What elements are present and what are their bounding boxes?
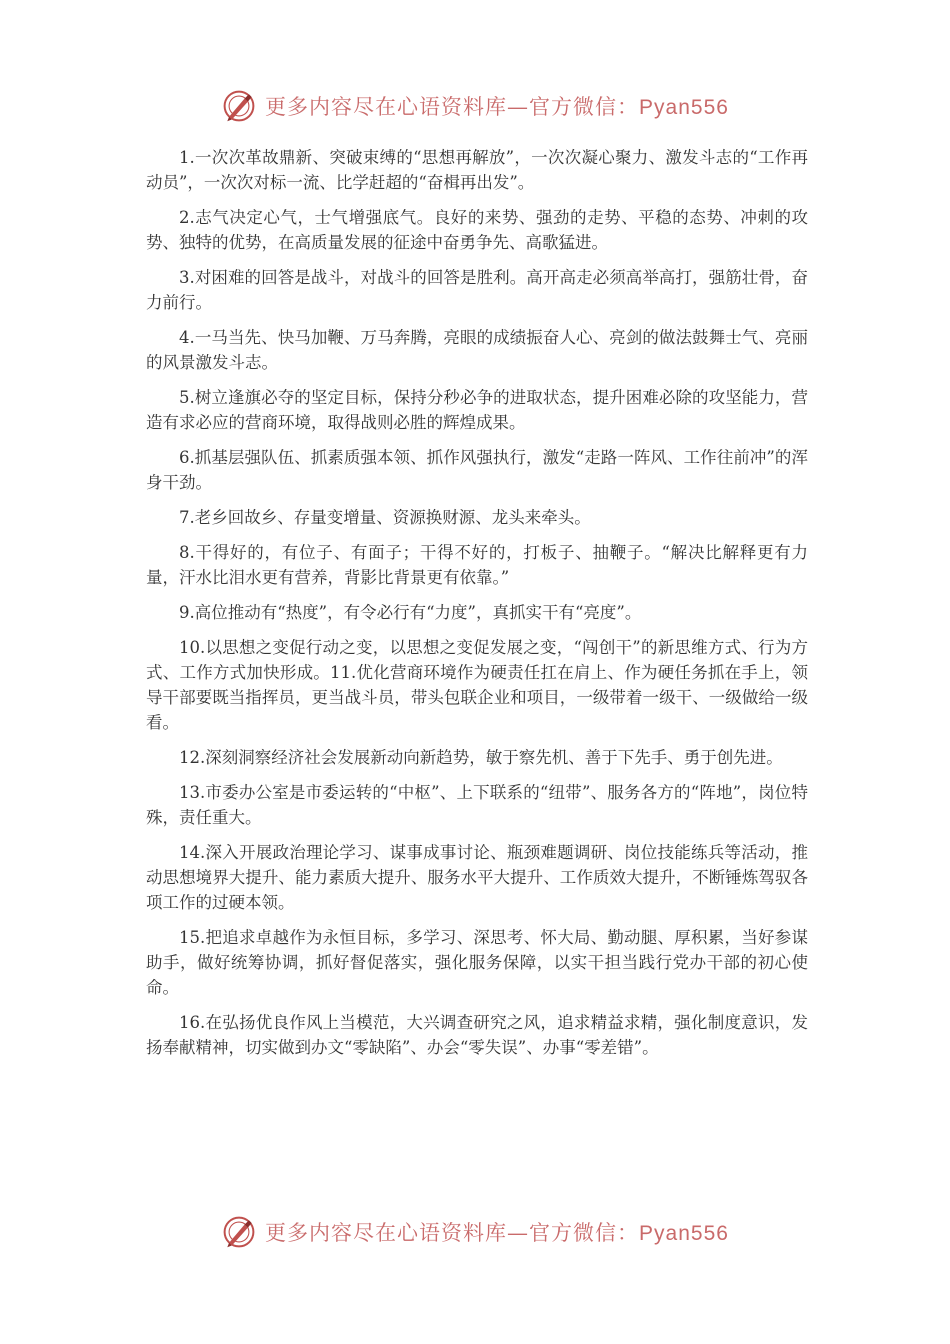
paragraph-15: 15.把追求卓越作为永恒目标，多学习、深思考、怀大局、勤动腿、厚积累，当好参谋助手，做好统筹协调，抓好督促落实，强化服务保障，以实干担当践行党办干部的初心使命。 (146, 928, 808, 997)
paragraph-6: 6.抓基层强队伍、抓素质强本领、抓作风强执行，激发“走路一阵风、工作往前冲”的浑身干劲。 (146, 448, 808, 492)
paragraph-16: 16.在弘扬优良作风上当模范，大兴调查研究之风，追求精益求精，强化制度意识，发扬奉献精神，切实做到办文“零缺陷”、办会“零失误”、办事“零差错”。 (146, 1013, 808, 1057)
paragraph-8: 8.干得好的，有位子、有面子；干得不好的，打板子、抽鞭子。“解决比解释更有力量，汗水比泪水更有营养，背影比背景更有依靠。” (146, 543, 808, 587)
header-wechat-id: Pyan556 (639, 96, 729, 119)
footer-banner-text: 更多内容尽在心语资料库—官方微信：Pyan556 (265, 1221, 729, 1245)
paragraph-1: 1.一次次革故鼎新、突破束缚的“思想再解放”，一次次凝心聚力、激发斗志的“工作再动员”，一次次对标一流、比学赶超的“奋楫再出发”。 (146, 148, 808, 192)
paragraph-4: 4.一马当先、快马加鞭、万马奔腾，亮眼的成绩振奋人心、亮剑的做法鼓舞士气、亮丽的风景激发斗志。 (146, 328, 808, 372)
pen-logo-icon (221, 88, 257, 124)
paragraph-13: 13.市委办公室是市委运转的“中枢”、上下联系的“纽带”、服务各方的“阵地”，岗位特殊，责任重大。 (146, 783, 808, 827)
document-body (146, 145, 808, 1070)
pen-logo-icon (221, 1214, 257, 1250)
paragraph-14: 14.深入开展政治理论学习、谋事成事讨论、瓶颈难题调研、岗位技能练兵等活动，推动思想境界大提升、能力素质大提升、服务水平大提升、工作质效大提升，不断锤炼驾驭各项工作的过硬本领。 (146, 843, 808, 912)
footer-banner (0, 1212, 950, 1252)
footer-wechat-id: Pyan556 (639, 1222, 729, 1245)
paragraph-3: 3.对困难的回答是战斗，对战斗的回答是胜利。高开高走必须高举高打，强筋壮骨，奋力前行。 (146, 268, 808, 312)
paragraph-5: 5.树立逢旗必夺的坚定目标，保持分秒必争的进取状态，提升困难必除的攻坚能力，营造有求必应的营商环境，取得战则必胜的辉煌成果。 (146, 388, 808, 432)
header-banner-text: 更多内容尽在心语资料库—官方微信：Pyan556 (265, 95, 729, 119)
paragraph-2: 2.志气决定心气，士气增强底气。良好的来势、强劲的走势、平稳的态势、冲刺的攻势、独特的优势，在高质量发展的征途中奋勇争先、高歌猛进。 (146, 208, 808, 252)
paragraph-9: 9.高位推动有“热度”，有令必行有“力度”，真抓实干有“亮度”。 (179, 603, 642, 622)
paragraph-7: 7.老乡回故乡、存量变增量、资源换财源、龙头来牵头。 (179, 508, 591, 527)
header-banner (0, 86, 950, 126)
paragraph-10: 10.以思想之变促行动之变，以思想之变促发展之变，“闯创干”的新思维方式、行为方式、工作方式加快形成。11.优化营商环境作为硬责任扛在肩上、作为硬任务抓在手上，领导干部要既当指挥员，更当战斗员，带头包联企业和项目，一级带着一级干、一级做给一级看。 (146, 638, 808, 732)
paragraph-12: 12.深刻洞察经济社会发展新动向新趋势，敏于察先机、善于下先手、勇于创先进。 (179, 748, 783, 767)
